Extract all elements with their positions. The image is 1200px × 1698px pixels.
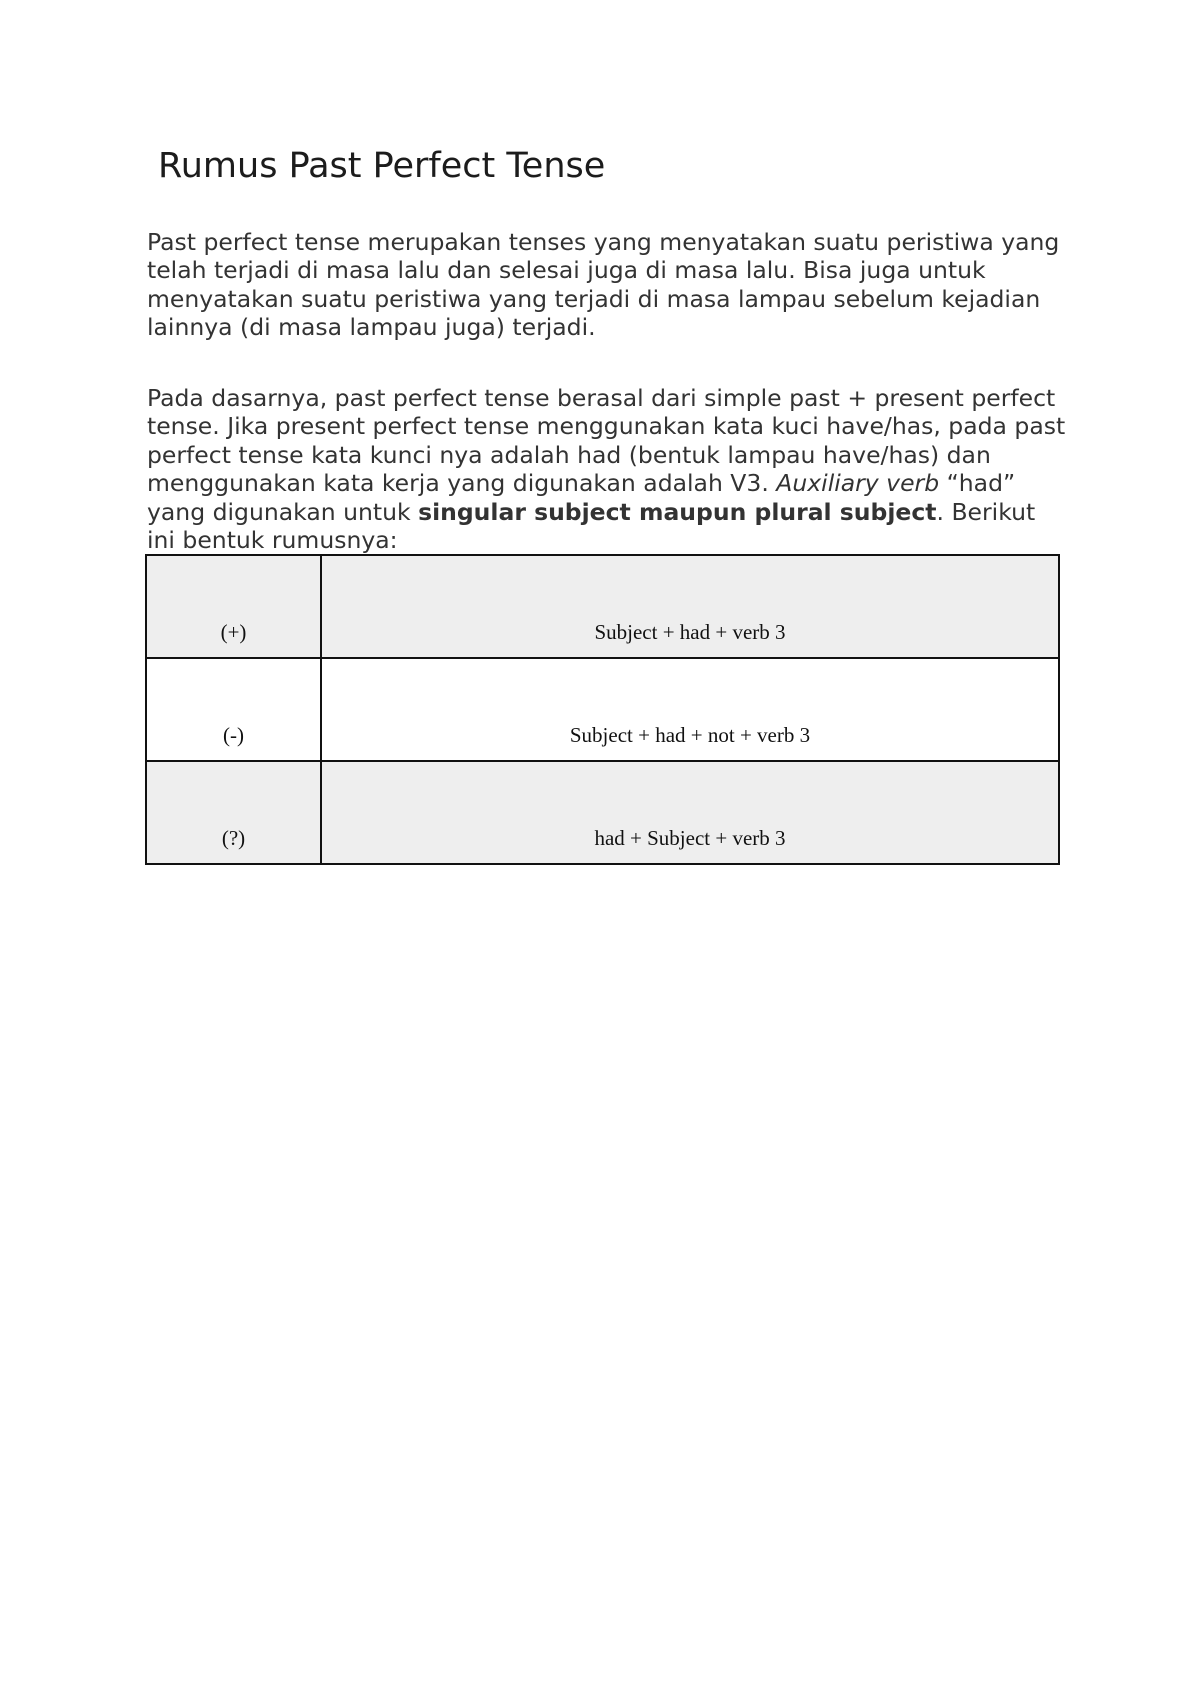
paragraph-italic-text: Auxiliary verb <box>776 469 940 498</box>
form-cell: (?) <box>146 761 321 864</box>
formula-cell: Subject + had + verb 3 <box>321 555 1059 658</box>
formula-table <box>145 554 1060 865</box>
formula-cell: Subject + had + not + verb 3 <box>321 658 1059 761</box>
document-title: Rumus Past Perfect Tense <box>158 146 606 186</box>
paragraph-text: . Berikut ini bentuk rumusnya: <box>147 497 1036 555</box>
intro-paragraph: Past perfect tense merupakan tenses yang menyatakan suatu peristiwa yang telah terjadi di masa lalu dan selesai juga di masa lalu. Bisa juga untuk menyatakan suatu peristiwa yang terjadi di masa lampau sebelum kejadian lainnya (di masa lampau juga) terjadi. <box>147 228 1060 342</box>
table-row <box>146 555 1059 658</box>
form-cell: (-) <box>146 658 321 761</box>
paragraph-bold-text: singular subject maupun plural subject <box>418 497 937 526</box>
table-row <box>146 658 1059 761</box>
table-row <box>146 761 1059 864</box>
paragraph-text: Pada dasarnya, past perfect tense berasal dari simple past + present perfect tense. Jika present perfect tense menggunakan kata kuci have/has, pada past perfect tense kata kunci nya adalah had (bentuk lampau have/has) dan menggunakan kata kerja yang digunakan adalah V3. <box>147 384 1066 498</box>
formula-cell: had + Subject + verb 3 <box>321 761 1059 864</box>
formula-intro-paragraph <box>147 384 1067 554</box>
paragraph-text: “had” yang digunakan untuk <box>147 469 1016 526</box>
form-cell: (+) <box>146 555 321 658</box>
